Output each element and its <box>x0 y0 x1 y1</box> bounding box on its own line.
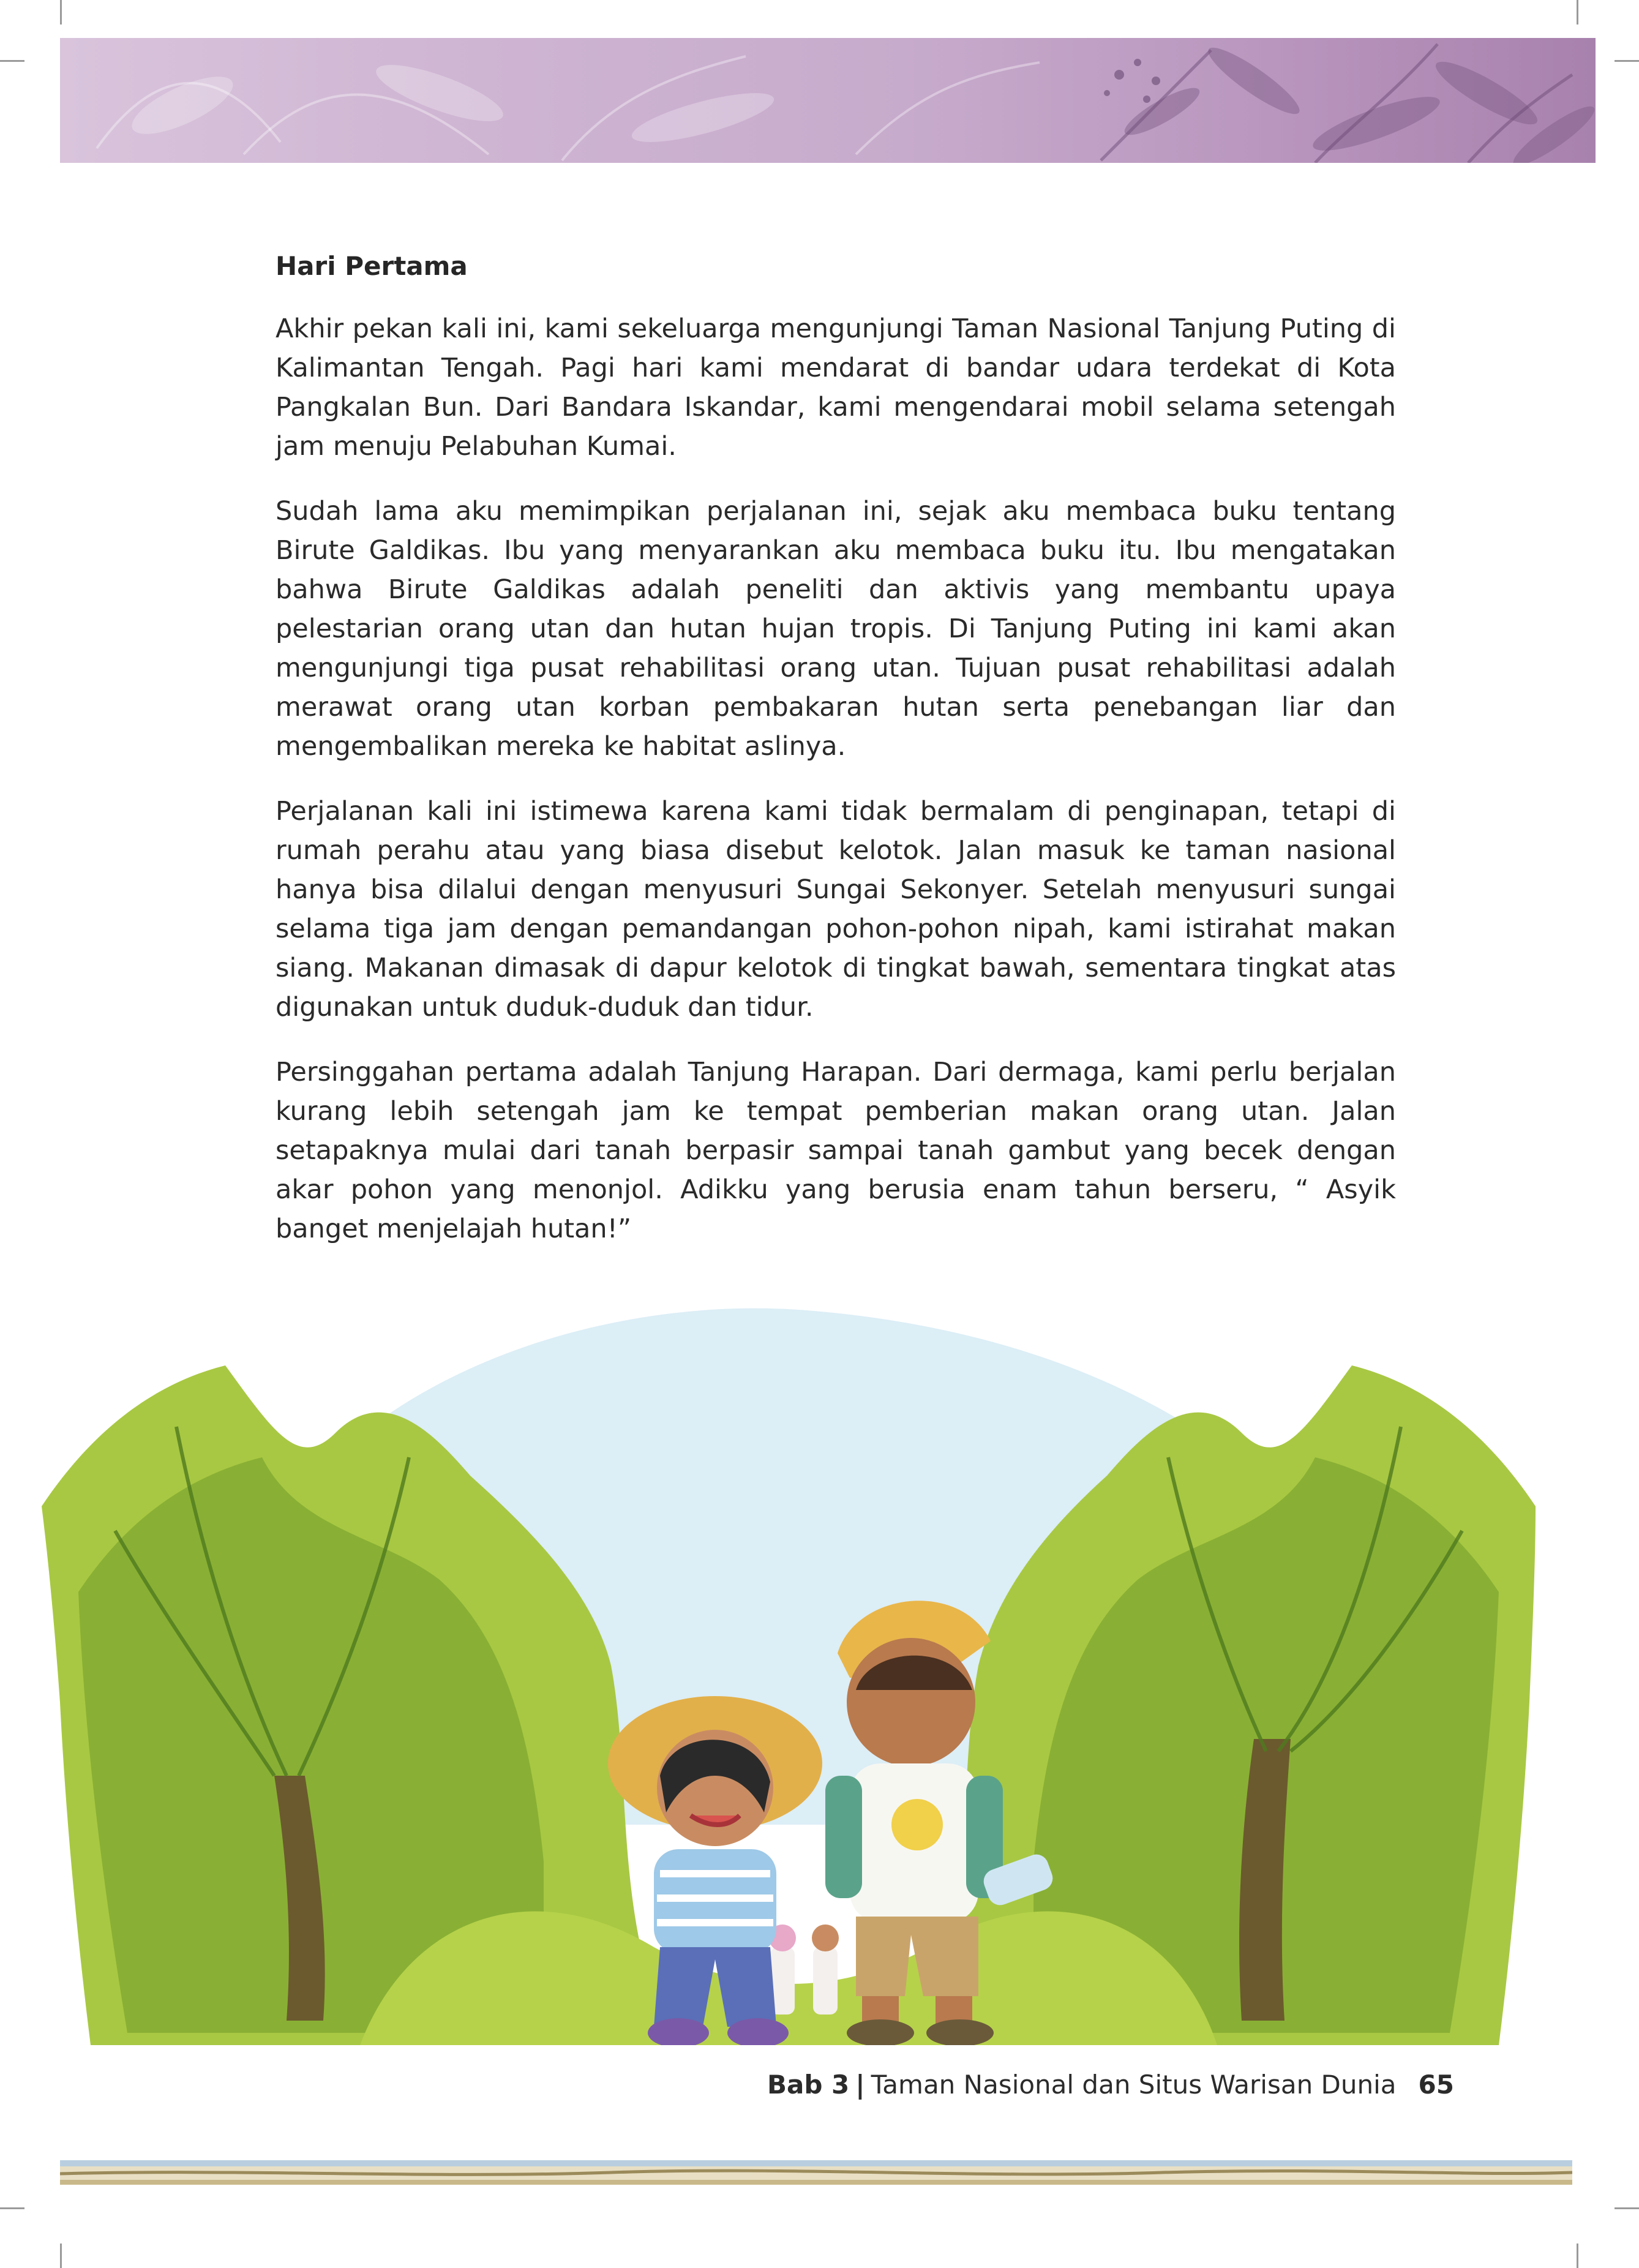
paragraph: Perjalanan kali ini istimewa karena kami tidak bermalam di penginapan, tetapi di rumah perahu atau yang biasa disebut kelotok. Jalan masuk ke taman nasional hanya bisa dilalui dengan menyusuri Sungai Sekonyer. Setelah menyusuri sungai selama tiga jam dengan pemandangan pohon-pohon nipah, kami istirahat makan siang. Makanan dimasak di dapur kelotok di tingkat bawah, sementara tingkat atas digunakan untuk duduk-duduk dan tidur. <box>276 796 1396 1023</box>
paragraph: Persinggahan pertama adalah Tanjung Harapan. Dari dermaga, kami perlu berjalan kurang lebih setengah jam ke tempat pemberian makan orang utan. Jalan setapaknya mulai dari tanah berpasir sampai tanah gambut yang becek dengan akar pohon yang menonjol. Adikku yang berusia enam tahun berseru, “ Asyik banget menjelajah hutan!” <box>276 1057 1396 1244</box>
crop-mark <box>0 60 24 62</box>
crop-mark <box>1577 2244 1578 2268</box>
crop-mark <box>1615 60 1639 62</box>
footer-separator: | <box>855 2070 865 2100</box>
paragraph: Akhir pekan kali ini, kami sekeluarga mengunjungi Taman Nasional Tanjung Puting di Kalimantan Tengah. Pagi hari kami mendarat di bandar udara terdekat di Kota Pangkalan Bun. Dari Bandara Iskandar, kami mengendarai mobil selama setengah jam menuju Pelabuhan Kumai. <box>276 314 1396 462</box>
paragraph: Sudah lama aku memimpikan perjalanan ini, sejak aku membaca buku tentang Birute Galdikas. Ibu yang menyarankan aku membaca buku itu. Ibu mengatakan bahwa Birute Galdikas adalah peneliti dan aktivis yang membantu upaya pelestarian orang utan dan hutan hujan tropis. Di Tanjung Puting ini kami akan mengunjungi tiga pusat rehabilitasi orang utan. Tujuan pusat rehabilitasi adalah merawat orang utan korban pembakaran hutan serta penebangan liar dan mengembalikan mereka ke habitat aslinya. <box>276 496 1396 762</box>
article-body <box>276 248 1396 1274</box>
illustration-children-hiking <box>42 1274 1536 2045</box>
page-footer <box>767 2067 1454 2103</box>
chapter-title: Taman Nasional dan Situs Warisan Dunia <box>871 2070 1397 2100</box>
crop-mark <box>60 2244 62 2268</box>
header-band <box>60 38 1596 163</box>
footer-decorative-strip <box>60 2160 1572 2185</box>
crop-mark <box>60 0 62 24</box>
crop-mark <box>1577 0 1578 24</box>
crop-mark <box>1615 2207 1639 2209</box>
section-heading: Hari Pertama <box>276 251 468 281</box>
crop-mark <box>0 2207 24 2209</box>
chapter-label: Bab 3 <box>767 2070 850 2100</box>
header-foliage-pattern <box>60 38 1596 163</box>
page-number: 65 <box>1418 2070 1454 2100</box>
